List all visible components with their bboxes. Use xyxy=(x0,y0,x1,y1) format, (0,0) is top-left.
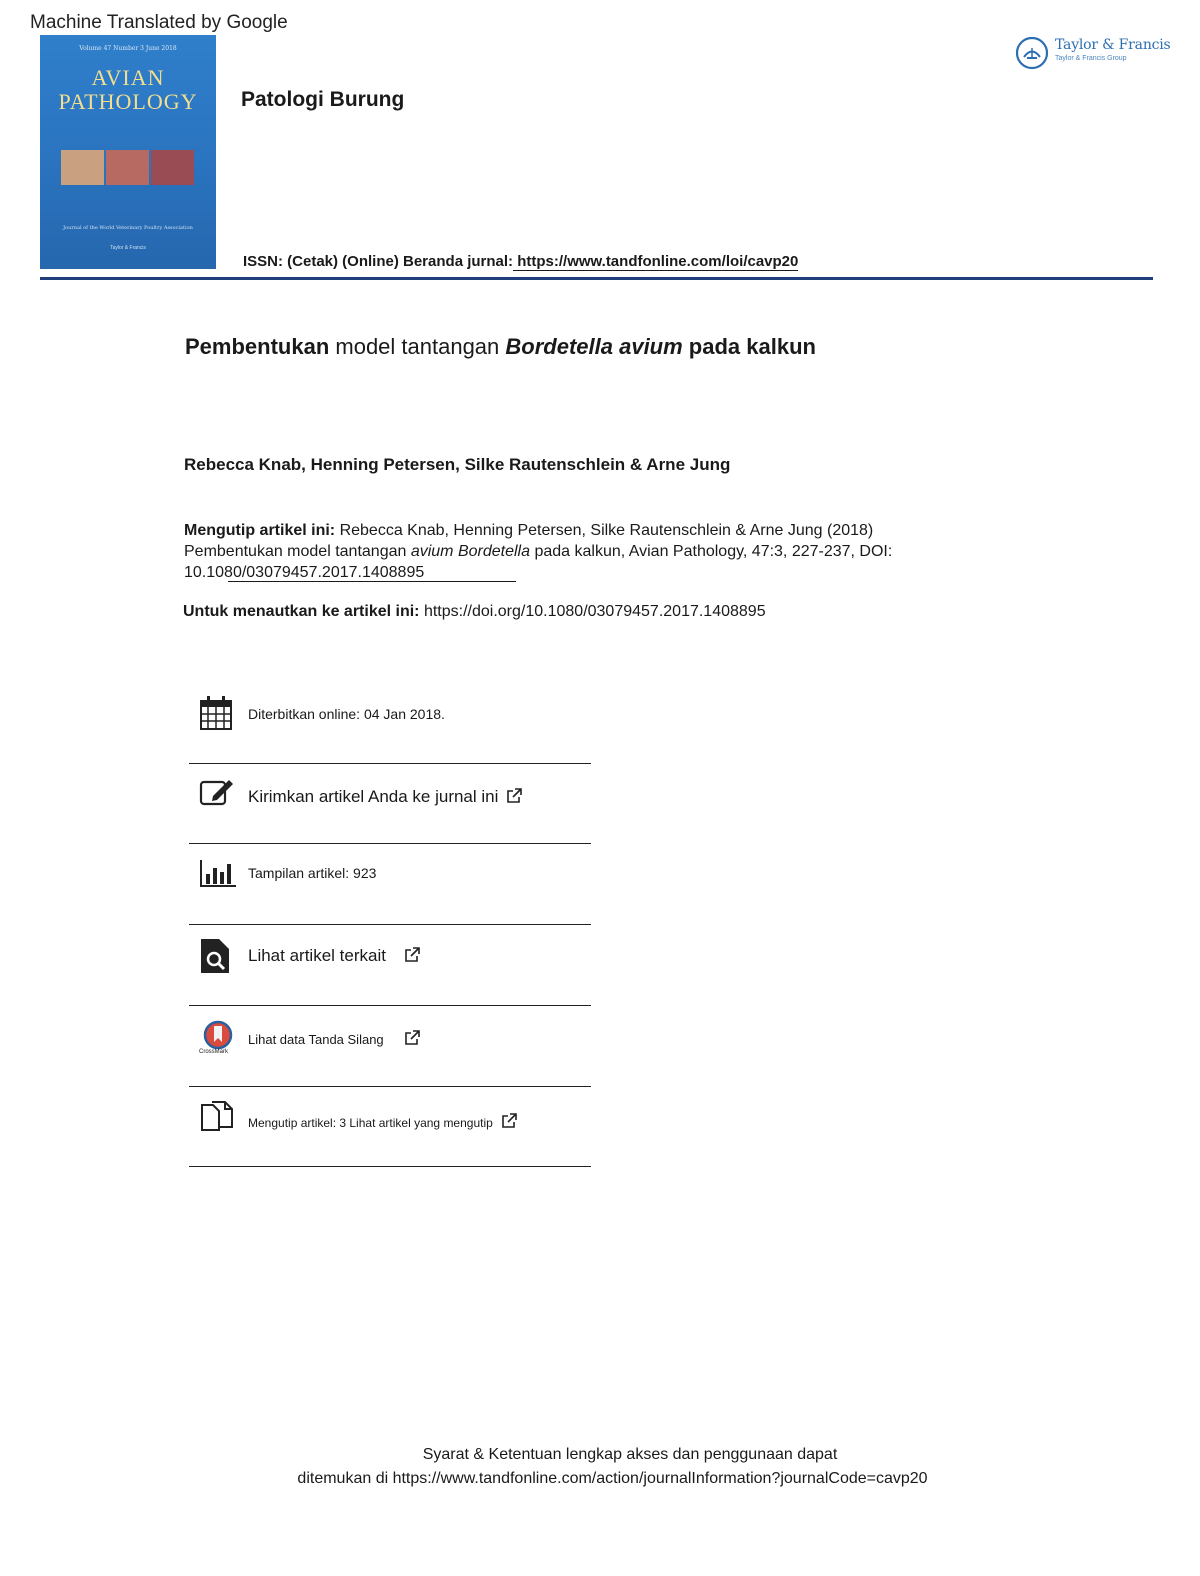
external-link-icon xyxy=(404,947,420,963)
publisher-logo[interactable] xyxy=(1015,36,1171,70)
citing-articles-icon xyxy=(199,1099,235,1133)
article-link-label: Untuk menautkan ke artikel ini: xyxy=(183,603,420,620)
cover-publisher-line: Taylor & Francis xyxy=(110,245,146,251)
crossmark-text: Lihat data Tanda Silang xyxy=(248,1032,384,1047)
article-doi-link[interactable]: https://doi.org/10.1080/03079457.2017.1408895 xyxy=(419,603,766,620)
related-articles-text: Lihat artikel terkait xyxy=(248,946,386,965)
related-articles-link[interactable] xyxy=(248,946,420,966)
doi-underline xyxy=(228,581,516,582)
terms-line2[interactable]: ditemukan di https://www.tandfonline.com/action/journalInformation?journalCode=cavp20 xyxy=(297,1470,928,1487)
article-views-text: Tampilan artikel: 923 xyxy=(248,865,377,881)
taylor-francis-logo-icon xyxy=(1015,36,1049,70)
machine-translation-banner: Machine Translated by Google xyxy=(30,12,288,33)
cover-photo-1 xyxy=(61,150,104,185)
external-link-icon xyxy=(404,1030,420,1046)
crossmark-caption: CrossMark xyxy=(199,1049,229,1055)
journal-title: Patologi Burung xyxy=(241,88,405,111)
journal-homepage-link[interactable]: https://www.tandfonline.com/loi/cavp20 xyxy=(513,253,799,270)
cover-title-line1: AVIAN xyxy=(91,65,165,90)
crossmark-icon xyxy=(201,1020,235,1050)
cover-title-line2: PATHOLOGY xyxy=(58,89,198,114)
article-authors: Rebecca Knab, Henning Petersen, Silke Rautenschlein & Arne Jung xyxy=(184,455,731,474)
cover-photo-strip xyxy=(61,150,194,185)
submit-article-row[interactable] xyxy=(189,764,591,844)
article-views-row xyxy=(189,844,591,925)
edit-icon xyxy=(199,776,235,808)
publisher-group: Taylor & Francis Group xyxy=(1055,55,1127,62)
published-online-text: Diterbitkan online: 04 Jan 2018. xyxy=(248,706,445,722)
terms-footer xyxy=(0,1443,1200,1491)
published-online-row xyxy=(189,690,591,764)
external-link-icon xyxy=(506,788,522,804)
issn-label: ISSN: (Cetak) (Online) Beranda jurnal: xyxy=(243,253,514,270)
citation-line2a: Pembentukan model tantangan xyxy=(184,543,411,560)
calendar-icon xyxy=(199,695,233,731)
issn-line xyxy=(243,253,798,270)
article-title-part4: pada kalkun xyxy=(682,334,816,359)
citation-line1: Rebecca Knab, Henning Petersen, Silke Rautenschlein & Arne Jung (2018) xyxy=(335,522,874,539)
article-title xyxy=(185,334,816,360)
citing-articles-text: Mengutip artikel: 3 Lihat artikel yang mengutip xyxy=(248,1116,493,1130)
article-link-line xyxy=(183,603,766,621)
article-title-species: Bordetella avium xyxy=(505,334,683,359)
submit-article-text: Kirimkan artikel Anda ke jurnal ini xyxy=(248,787,499,806)
citing-articles-row[interactable] xyxy=(189,1087,591,1167)
document-search-icon xyxy=(199,937,231,975)
cover-photo-3 xyxy=(151,150,194,185)
cover-volume-line: Volume 47 Number 3 June 2018 xyxy=(79,45,177,52)
cover-photo-2 xyxy=(106,150,149,185)
terms-line1: Syarat & Ketentuan lengkap akses dan penggunaan dapat xyxy=(422,1446,838,1463)
cover-footer-line: Journal of the World Veterinary Poultry Association xyxy=(63,225,193,231)
submit-article-link[interactable] xyxy=(248,787,522,807)
journal-cover-image xyxy=(40,35,216,269)
citation-label: Mengutip artikel ini: xyxy=(184,522,336,539)
publisher-name: Taylor & Francis xyxy=(1055,37,1171,53)
citation-species: avium Bordetella xyxy=(410,543,530,560)
citation-doi[interactable]: 10.1080/03079457.2017.1408895 xyxy=(184,564,425,581)
bar-chart-icon xyxy=(199,858,237,888)
citation-block xyxy=(184,520,924,583)
article-title-part1: Pembentukan xyxy=(185,334,330,359)
crossmark-row[interactable] xyxy=(189,1006,591,1087)
citation-line2b: pada kalkun, Avian Pathology, 47:3, 227-237, DOI: xyxy=(530,543,893,560)
external-link-icon xyxy=(501,1113,517,1129)
header-divider xyxy=(40,277,1153,280)
related-articles-row[interactable] xyxy=(189,925,591,1006)
citing-articles-link[interactable] xyxy=(248,1113,517,1130)
crossmark-link[interactable] xyxy=(248,1030,420,1047)
crossmark-badge xyxy=(199,1020,237,1060)
article-title-part2: model tantangan xyxy=(329,334,506,359)
